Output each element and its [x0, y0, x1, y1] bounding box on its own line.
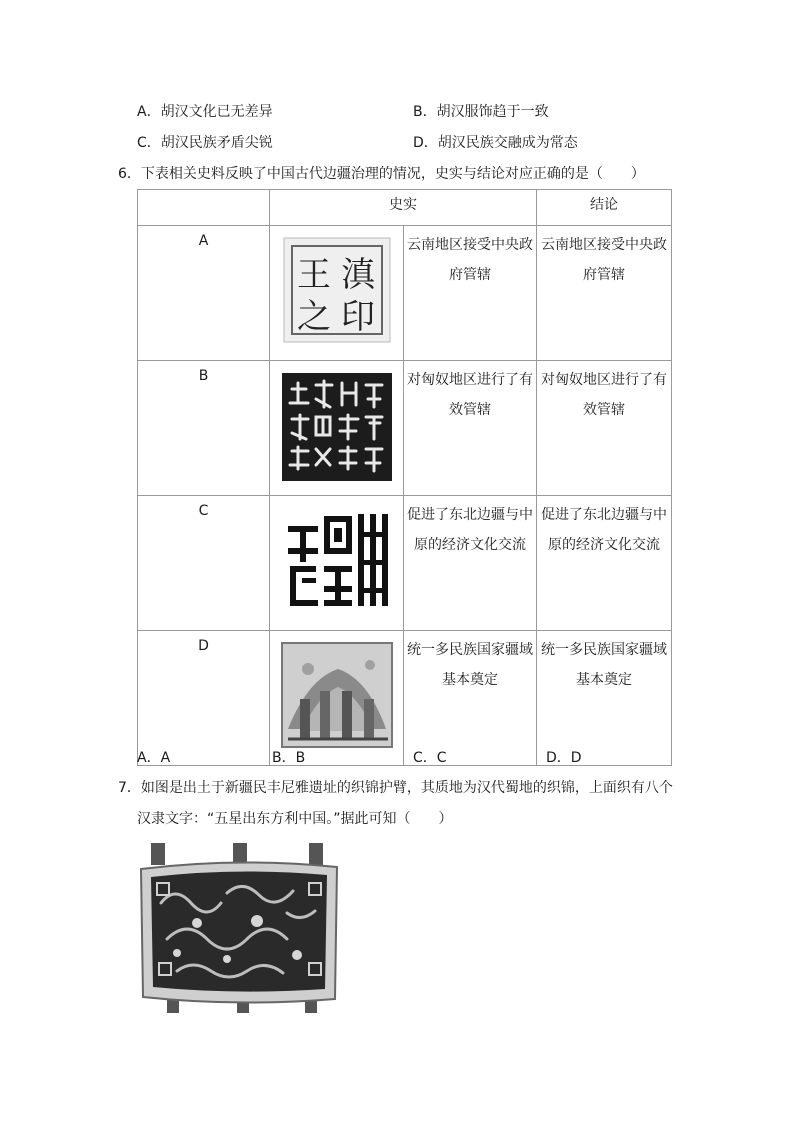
seal-a-image — [278, 234, 396, 346]
conclusion-text: 对匈奴地区进行了有效管辖 — [537, 361, 672, 496]
conclusion-text: 统一多民族国家疆域基本奠定 — [537, 631, 672, 766]
q6-stem: 6．下表相关史料反映了中国古代边疆治理的情况，史实与结论对应正确的是（ ） — [118, 166, 645, 182]
table-header-row — [138, 190, 672, 226]
row-label: B — [138, 361, 270, 496]
fact-text: 促进了东北边疆与中原的经济文化交流 — [404, 496, 537, 631]
q5-option-d: D．胡汉民族交融成为常态 — [413, 135, 578, 151]
q5-option-a: A．胡汉文化已无差异 — [137, 104, 273, 120]
seal-a-char-4: 印 — [341, 297, 375, 337]
conclusion-text: 促进了东北边疆与中原的经济文化交流 — [537, 496, 672, 631]
seal-a-char-2: 滇 — [341, 255, 375, 295]
seal-image-c — [270, 496, 404, 631]
q6-answer-a: A．A — [137, 750, 171, 766]
fact-text: 对匈奴地区进行了有效管辖 — [404, 361, 537, 496]
header-fact: 史实 — [270, 190, 537, 226]
header-conclusion: 结论 — [537, 190, 672, 226]
q5-option-c: C．胡汉民族矛盾尖锐 — [137, 135, 273, 151]
fact-text: 统一多民族国家疆域基本奠定 — [404, 631, 537, 766]
q6-answer-c: C．C — [413, 750, 447, 766]
seal-c-image — [278, 504, 396, 616]
q5-option-b: B．胡汉服饰趋于一致 — [413, 104, 549, 120]
seal-image-b — [270, 361, 404, 496]
seal-a-char-3: 之 — [297, 297, 331, 337]
seal-image-a — [270, 226, 404, 361]
artifact-image-d — [270, 631, 404, 766]
row-label: D — [138, 631, 270, 766]
header-empty — [138, 190, 270, 226]
q7-stem-line-2: 汉隶文字：“五星出东方利中国。”据此可知（ ） — [137, 811, 453, 827]
q6-table — [137, 189, 672, 766]
q7-stem-line-1: 7．如图是出土于新疆民丰尼雅遗址的织锦护臂，其质地为汉代蜀地的织锦，上面织有八个 — [118, 780, 673, 796]
artifact-d-image — [278, 639, 396, 751]
brocade-arm-guard-image — [137, 843, 342, 1013]
table-row-c — [138, 496, 672, 631]
row-label: A — [138, 226, 270, 361]
fact-text: 云南地区接受中央政府管辖 — [404, 226, 537, 361]
table-row-b — [138, 361, 672, 496]
row-label: C — [138, 496, 270, 631]
q6-answer-b: B．B — [272, 750, 306, 766]
table-row-d — [138, 631, 672, 766]
q6-answer-d: D．D — [546, 750, 582, 766]
seal-a-char-1: 王 — [297, 255, 331, 295]
conclusion-text: 云南地区接受中央政府管辖 — [537, 226, 672, 361]
table-row-a — [138, 226, 672, 361]
seal-b-image — [278, 369, 396, 481]
